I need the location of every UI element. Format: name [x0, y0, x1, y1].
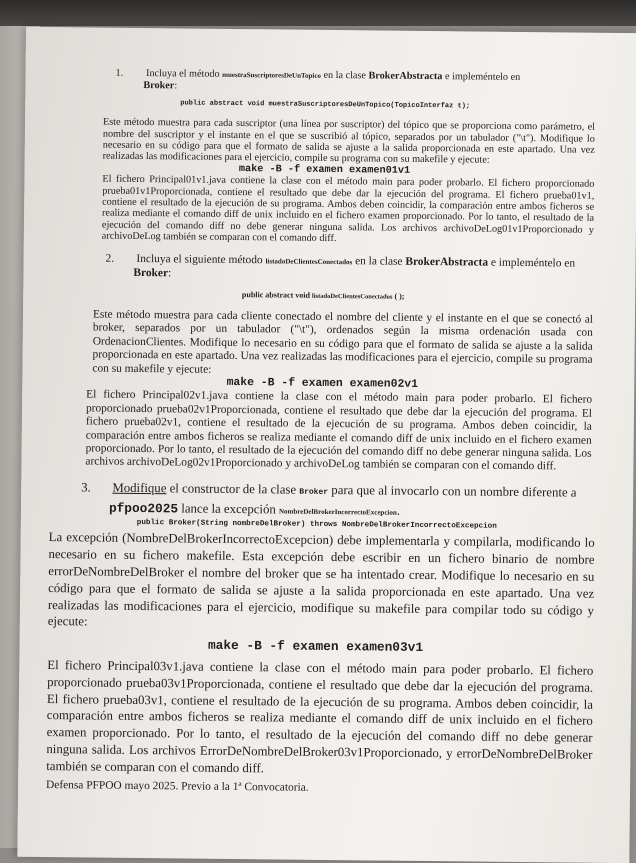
heading-text: para que al invocarlo con un nombre diferente a [331, 482, 577, 500]
target-class: Broker [143, 80, 175, 92]
method-name: muestraSuscriptoresDeUnTopico [222, 70, 321, 80]
question-number: 3. [81, 480, 91, 495]
signature-part: ( ); [394, 291, 405, 301]
paragraph-explanation: El fichero Principal02v1.java contiene la clase con el método main para poder probarlo. El fichero proporcionado prueba02v1Proporcionada, contiene el resultado que debe dar la ejecución del programa. El fichero prueba02v1, contiene el resultado de la ejecución de su programa. Ambos deben coincidir, la comparación entre ambos ficheros se realiza mediante el comando diff de unix incluido en el fichero examen proporcionado. Por lo tanto, el resultado de la ejecución del comando diff no debe generar ninguna salida. Los archivos archivoDeLog02v1Proporcionado y archivoDeLog también se comparan con el comando diff. [85, 388, 593, 473]
target-class: Broker [133, 267, 169, 280]
question-number: 2. [105, 252, 115, 265]
heading-text: en la clase [323, 69, 366, 82]
paragraph-description: Este método muestra para cada suscriptor (una línea por suscriptor) del tópico que se proporciona como parámetro, el nombre del suscriptor y el instante en el que se suscribió al tópico, separados por un tabulador ("\t"). Modifique lo necesario en su código para que el formato de salida se ajuste a la salida proporcionada en este apartado. Una vez realizadas las modificaciones para el ejercicio, compile su programa con su makefile y ejecute: [102, 116, 596, 167]
method-signature [53, 286, 593, 306]
method-signature: public abstract void muestraSuscriptoresDeUnTopico(TopicoInterfaz t); [180, 99, 471, 111]
heading-text: e impleméntelo en [490, 256, 576, 270]
heading-text: Incluya el siguiente método [136, 252, 263, 266]
question-3 [36, 479, 595, 799]
photo-top-edge [0, 0, 636, 26]
class-name: BrokerAbstracta [368, 70, 443, 83]
constructor-signature: public Broker(String nombreDelBroker) throws NombreDelBrokerIncorrectoExcepcion [136, 519, 497, 532]
heading-text: Modifique [112, 480, 167, 496]
broker-name: pfpoo2025 [108, 500, 179, 516]
question-2-heading [53, 252, 593, 285]
make-command: make -B -f examen examen01v1 [238, 163, 411, 177]
heading-text: e impleméntelo en [444, 71, 521, 83]
signature-part: public abstract void [241, 289, 311, 300]
class-name: BrokerAbstracta [405, 255, 489, 269]
paragraph-description: La excepción (NombreDelBrokerIncorrectoExcepcion) debe implementarla y compilarla, modificando lo necesario en su fichero makefile. Esta excepción debe escribir en un fichero binario de nombre errorDeNombreDelBroker el nombre del broker que se ha intentado crear. Modifique lo necesario en su código para que el formato de salida se ajuste a la salida proporcionada en este apartado. Una vez realizadas las modificaciones para el ejercicio, modifique su makefile para compilar todo su código y ejecute: [47, 530, 595, 629]
heading-text: en la clase [355, 254, 403, 268]
heading-colon: : [174, 80, 178, 92]
question-2 [51, 252, 593, 475]
paragraph-description: Este método muestra para cada cliente conectado el nombre del cliente y el instante en el que se conectó al broker, separados por un tabulador ("\t"), ordenados según la misma ordenación usada con OrdenacionClientes. Modifique lo necesario en su código para que el formato de salida se ajuste a la salida proporcionada en este apartado. Una vez realizadas las modificaciones para el ejercicio, compile su programa con su makefile y ejecute: [92, 308, 594, 376]
heading-text: lance la excepción [181, 501, 276, 517]
heading-text: Incluya el método [146, 68, 220, 80]
question-1-heading [55, 67, 595, 96]
question-1 [54, 67, 596, 247]
exam-content [48, 67, 596, 799]
paragraph-explanation: El fichero Principal01v1.java contiene la clase con el método main para poder probarlo. El fichero proporcionado prueba01v1Proporcionada, contiene el resultado que debe dar la ejecución del programa. El fichero prueba01v1, contiene el resultado de la ejecución de su programa. Ambos deben coincidir, la comparación entre ambos ficheros se realiza mediante el comando diff de unix incluido en el fichero examen proporcionado. Por lo tanto, el resultado de la ejecución del comando diff no debe generar ninguna salida. Los archivos archivoDeLog01v1Proporcionado y archivoDeLog también se comparan con el comando diff. [101, 173, 595, 245]
make-command: make -B -f examen examen03v1 [207, 637, 424, 656]
make-command: make -B -f examen examen02v1 [226, 376, 419, 391]
paragraph-explanation: El fichero Principal03v1.java contiene la clase con el método main para poder probarlo. El fichero proporcionado prueba03v1Proporcionada, contiene el resultado que debe dar la ejecución del programa. El fichero prueba03v1, contiene el resultado de la ejecución de su programa. Ambos deben coincidir, la comparación entre ambos ficheros se realiza mediante el comando diff de unix incluido en el fichero examen proporcionado. Por lo tanto, el resultado de la ejecución del comando diff no debe generar ninguna salida. Los archivos ErrorDeNombreDelBroker03v1Proporcionado, y errorDeNombreDelBroker también se comparan con el comando diff. [46, 658, 594, 776]
class-name: Broker [299, 487, 329, 497]
question-3-heading [39, 479, 595, 523]
heading-text: . [396, 503, 401, 518]
document-footer: Defensa PFPOO mayo 2025. Previo a la 1ª Convocatoria. [46, 778, 309, 794]
heading-colon: : [167, 267, 172, 280]
method-name: listadoDeClientesConectados [265, 257, 353, 266]
exam-sheet [17, 27, 636, 863]
signature-part: listadoDeClientesConectados [311, 292, 393, 301]
question-number: 1. [115, 67, 124, 79]
exception-name: NombreDelBrokerIncorrectoExcepcion [278, 507, 397, 517]
heading-text: el constructor de la clase [169, 481, 297, 497]
